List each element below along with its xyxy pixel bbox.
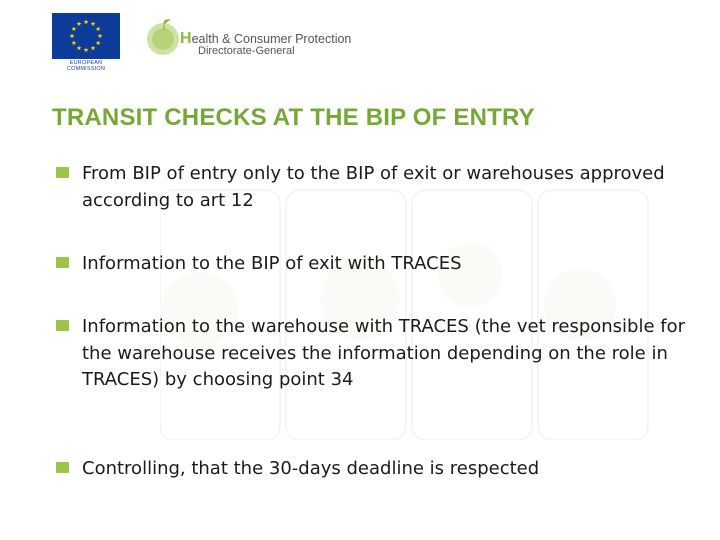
dg-name-rest: ealth: [191, 32, 219, 46]
square-bullet-icon: [56, 257, 69, 268]
bullet-text: Information to the BIP of exit with TRACES: [82, 253, 462, 274]
square-bullet-icon: [56, 320, 69, 331]
square-bullet-icon: [56, 462, 69, 473]
dg-name-line2: Directorate-General: [198, 45, 295, 57]
eu-logo-caption: EUROPEAN COMMISSION: [66, 60, 106, 72]
bullet-text: Information to the warehouse with TRACES (the vet responsible for the warehouse receives the information depending on the role in TRACES) by choosing point 34: [82, 316, 686, 391]
dg-name-initial: H: [180, 30, 192, 47]
dg-sanco-emblem-icon: [146, 18, 184, 56]
dg-name-conjunction: & Consumer Protection: [222, 32, 352, 46]
slide-title: TRANSIT CHECKS AT THE BIP OF ENTRY: [52, 104, 535, 131]
bullet-text: From BIP of entry only to the BIP of exit or warehouses approved according to art 12: [82, 163, 665, 211]
health-consumer-protection-logo: [146, 16, 352, 62]
european-commission-logo: [52, 13, 120, 72]
slide-header: [0, 0, 720, 80]
bullet-text: Controlling, that the 30-days deadline is respected: [82, 458, 540, 479]
square-bullet-icon: [56, 167, 69, 178]
background-watermark: [160, 180, 660, 440]
eu-flag-icon: [52, 13, 120, 59]
